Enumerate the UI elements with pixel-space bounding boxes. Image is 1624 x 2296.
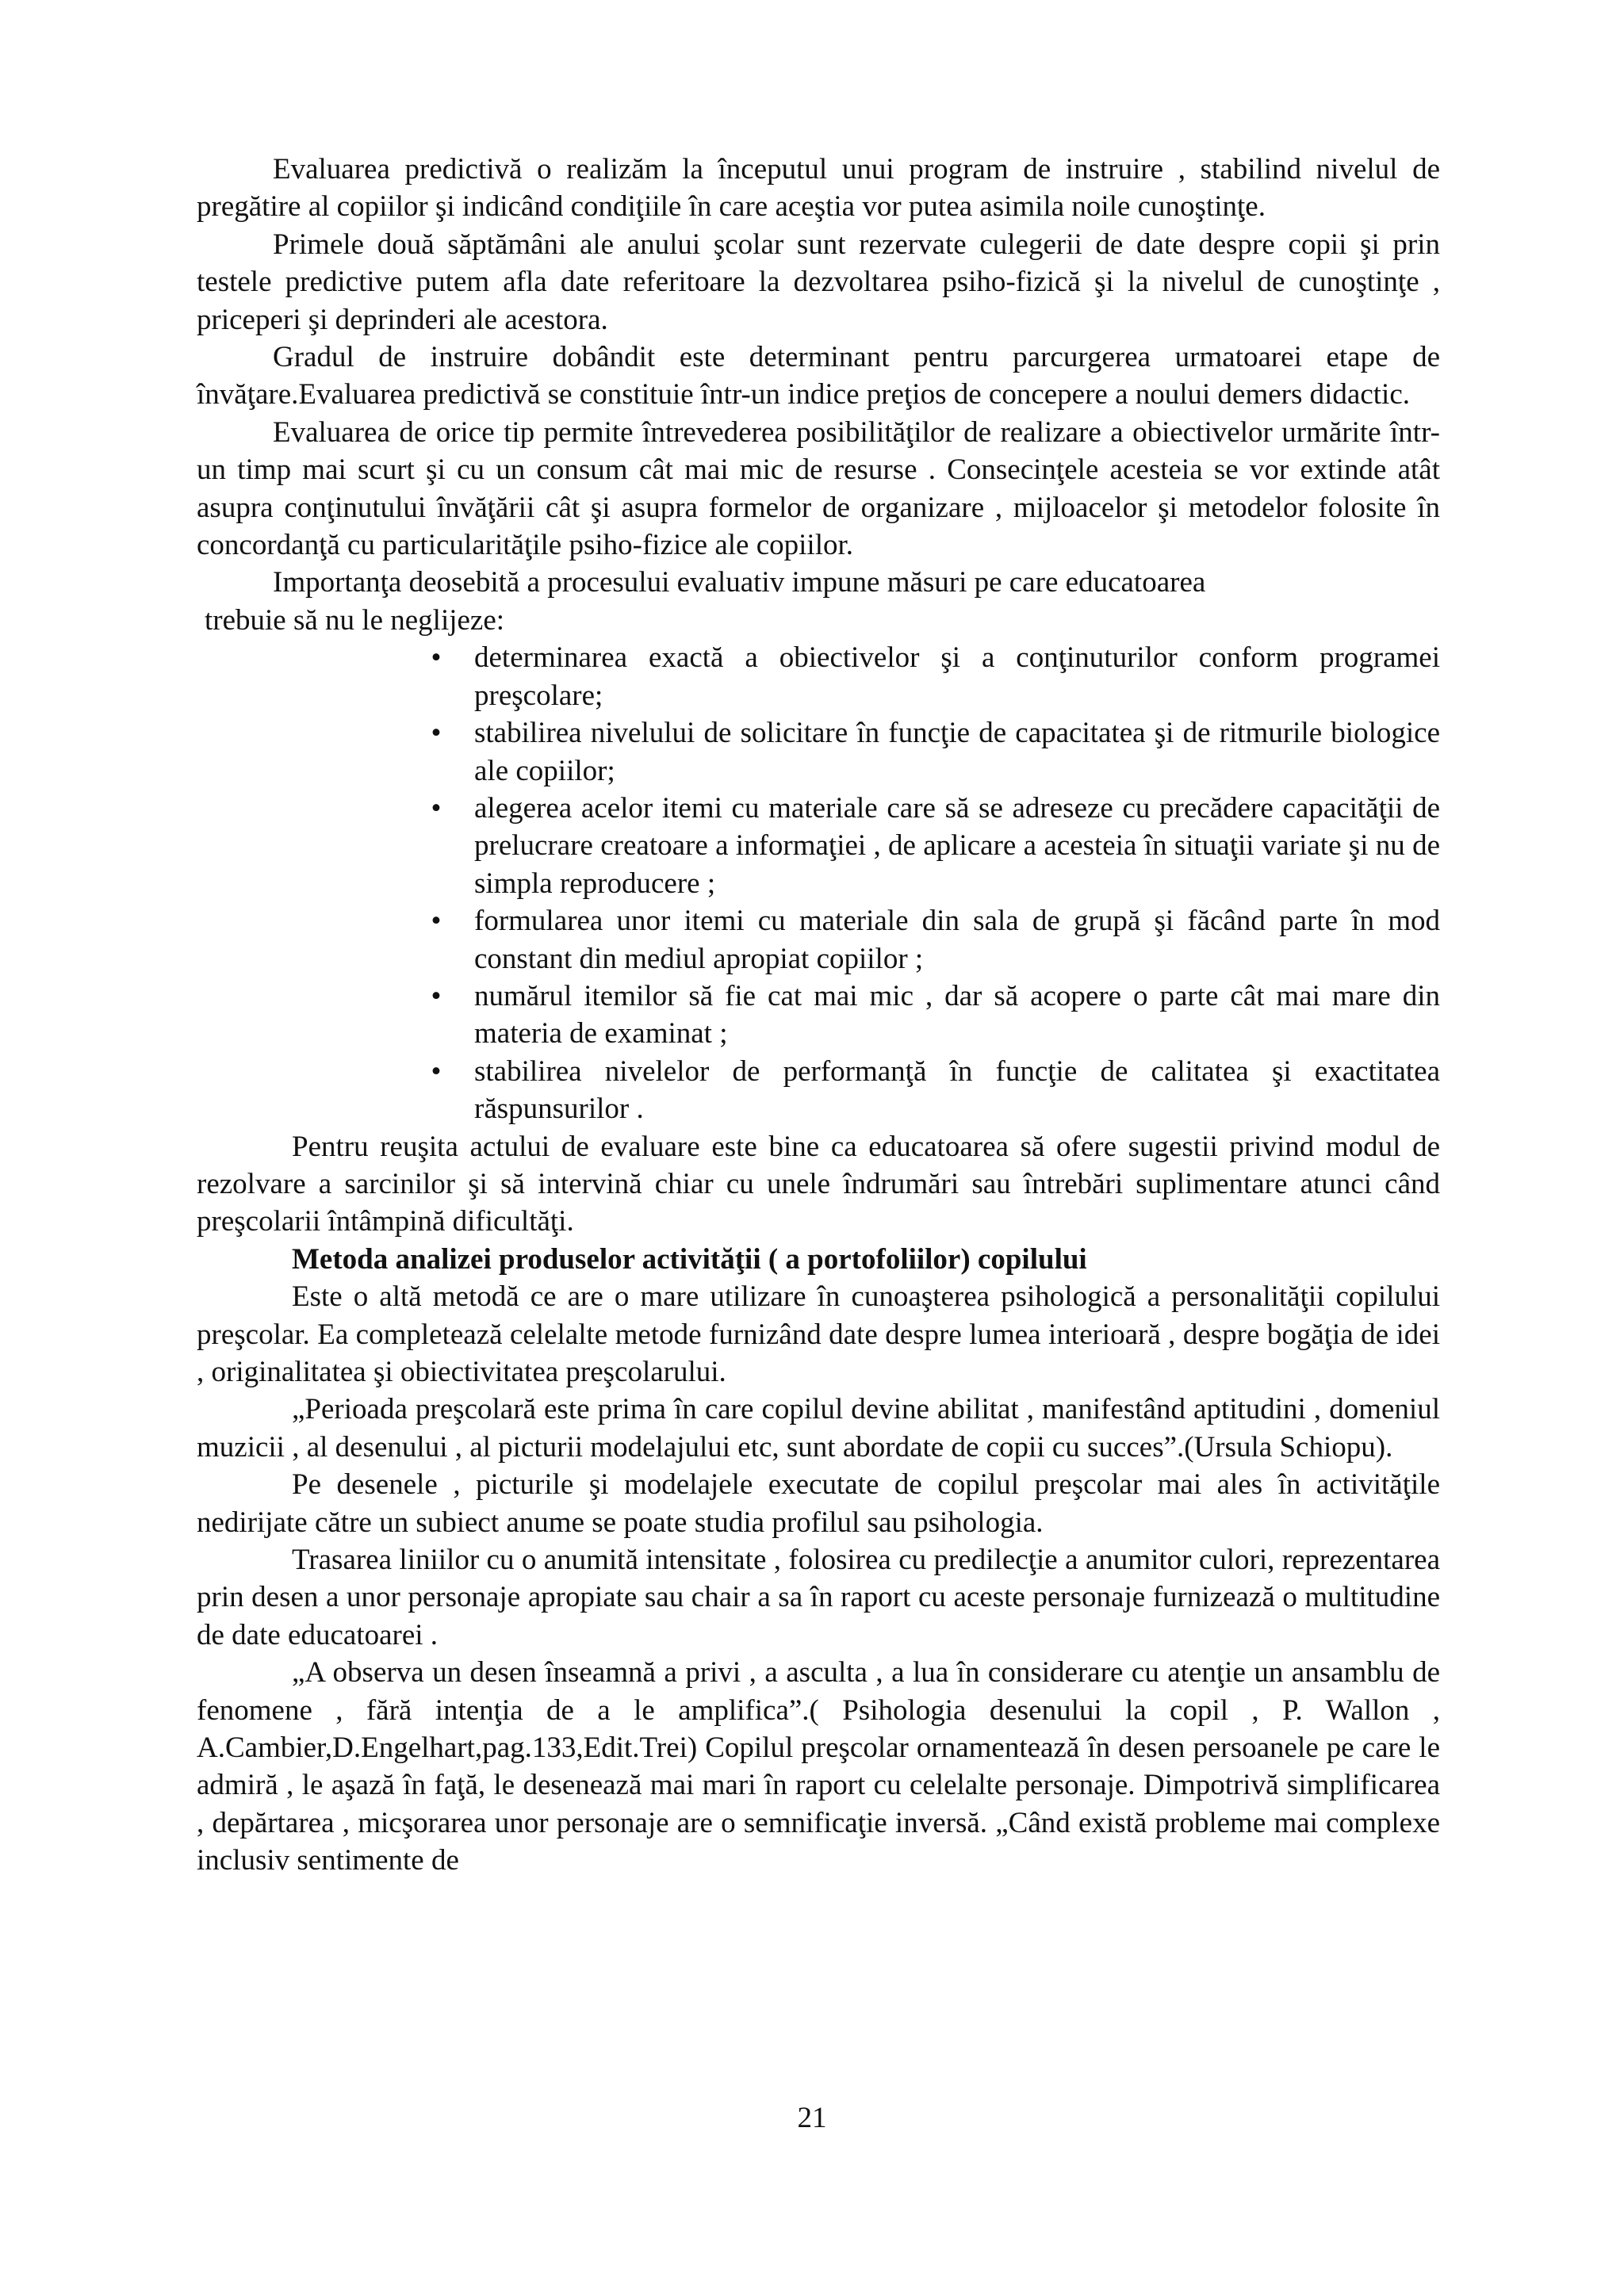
bullet-icon: • bbox=[431, 641, 442, 675]
paragraph-predictive-evaluation: Evaluarea predictivă o realizăm la începutul unui program de instruire , stabilind nivelul de pregătire al copiilor şi indicând condiţiile în care aceştia vor putea asimila noile cunoştinţe. bbox=[197, 153, 1440, 224]
section-heading: Metoda analizei produselor activităţii ( a portofoliilor) copilului bbox=[292, 1242, 1087, 1276]
bullet-icon: • bbox=[431, 1054, 442, 1088]
paragraph-drawings: Pe desenele , picturile şi modelajele executate de copilul preşcolar mai ales în activităţile nedirijate către un subiect anume se poate studia profilul sau psihologia. bbox=[197, 1468, 1440, 1539]
paragraph-evaluation-any-type: Evaluarea de orice tip permite întrevederea posibilităţilor de realizare a obiectivelor urmărite într-un timp mai scurt şi cu un consum cât mai mic de resurse . Consecinţele acesteia se vor extinde atât asupra conţinutului învăţării cât şi asupra formelor de organizare , mijloacelor şi metodelor folosite în concordanţă cu particularităţile psiho-fizice ale copiilor. bbox=[197, 415, 1440, 562]
list-item bbox=[428, 790, 1440, 902]
list-item-text: numărul itemilor să fie cat mai mic , dar să acopere o parte cât mai mare din materia de examinat ; bbox=[474, 979, 1440, 1050]
list-item bbox=[428, 714, 1440, 790]
list-item-text: determinarea exactă a obiectivelor şi a conţinuturilor conform programei preşcolare; bbox=[474, 641, 1440, 712]
bullet-icon: • bbox=[431, 979, 442, 1012]
list-item-text: stabilirea nivelelor de performanţă în funcţie de calitatea şi exactitatea răspunsurilor . bbox=[474, 1054, 1440, 1126]
document-page bbox=[197, 151, 1440, 1880]
paragraph-importance: Importanţa deosebită a procesului evaluativ impune măsuri pe care educatoarea bbox=[273, 566, 1206, 599]
paragraph-line-tracing: Trasarea liniilor cu o anumită intensitate , folosirea cu predilecţie a anumitor culori, reprezentarea prin desen a unor personaje apropiate sau chair a sa în raport cu aceste personaje furnizează o multitudine de date educatoarei . bbox=[197, 1544, 1440, 1651]
measures-bullet-list bbox=[197, 639, 1440, 1127]
bullet-icon: • bbox=[431, 905, 442, 938]
paragraph-first-weeks: Primele două săptămâni ale anului şcolar sunt rezervate culegerii de date despre copii şi prin testele predictive putem afla date referitoare la dezvoltarea psiho-fizică şi la nivelul de cunoştinţe , priceperi şi deprinderi ale acestora. bbox=[197, 228, 1440, 336]
paragraph-observe-drawing-quote: „A observa un desen înseamnă a privi , a asculta , a lua în considerare cu atenţie un ansamblu de fenomene , fără intenţia de a le amplifica”.( Psihologia desenului la copil , P. Wallon , A.Cambier,D.Engelhart,pag.133,Edit.Trei) Copilul preşcolar ornamentează în desen persoanele pe care le admiră , le aşază în faţă, le desenează mai mari în raport cu celelalte personaje. Dimpotrivă simplificarea , depărtarea , micşorarea unor personaje are o semnificaţie inversă. „Când există probleme mai complexe inclusiv sentimente de bbox=[197, 1656, 1440, 1877]
list-item bbox=[428, 639, 1440, 714]
page-number: 21 bbox=[797, 2102, 827, 2134]
paragraph-preschool-period-quote: „Perioada preşcolară este prima în care copilul devine abilitat , manifestând aptitudini , domeniul muzicii , al desenului , al picturii modelajului etc, sunt abordate de copii cu succes”.(Ursula Schiopu). bbox=[197, 1393, 1440, 1464]
paragraph-method-description: Este o altă metodă ce are o mare utilizare în cunoaşterea psihologică a personalităţii copilului preşcolar. Ea completează celelalte metode furnizând date despre lumea interioară , despre bogăţia de idei , originalitatea şi obiectivitatea preşcolarului. bbox=[197, 1280, 1440, 1388]
bullet-icon: • bbox=[431, 717, 442, 750]
list-item bbox=[428, 1053, 1440, 1128]
paragraph-evaluation-success: Pentru reuşita actului de evaluare este bine ca educatoarea să ofere sugestii privind modul de rezolvare a sarcinilor şi să intervină chiar cu unele îndrumări sau întrebări suplimentare atunci când preşcolarii întâmpină dificultăţi. bbox=[197, 1130, 1440, 1238]
list-item-text: alegerea acelor itemi cu materiale care să se adreseze cu precădere capacităţii de prelucrare creatoare a informaţiei , de aplicare a acesteia în situaţii variate şi nu de simpla reproducere ; bbox=[474, 791, 1440, 900]
bullet-icon: • bbox=[431, 791, 442, 825]
list-item-text: stabilirea nivelului de solicitare în funcţie de capacitatea şi de ritmurile biologice ale copiilor; bbox=[474, 717, 1440, 787]
list-item-text: formularea unor itemi cu materiale din sala de grupă şi făcând parte în mod constant din mediul apropiat copiilor ; bbox=[474, 905, 1440, 975]
list-item bbox=[428, 902, 1440, 978]
paragraph-importance-continued: trebuie să nu le neglijeze: bbox=[205, 603, 505, 637]
paragraph-instruction-level: Gradul de instruire dobândit este determinant pentru parcurgerea urmatoarei etape de învăţare.Evaluarea predictivă se constituie într-un indice preţios de concepere a noului demers didactic. bbox=[197, 341, 1440, 411]
list-item bbox=[428, 978, 1440, 1053]
